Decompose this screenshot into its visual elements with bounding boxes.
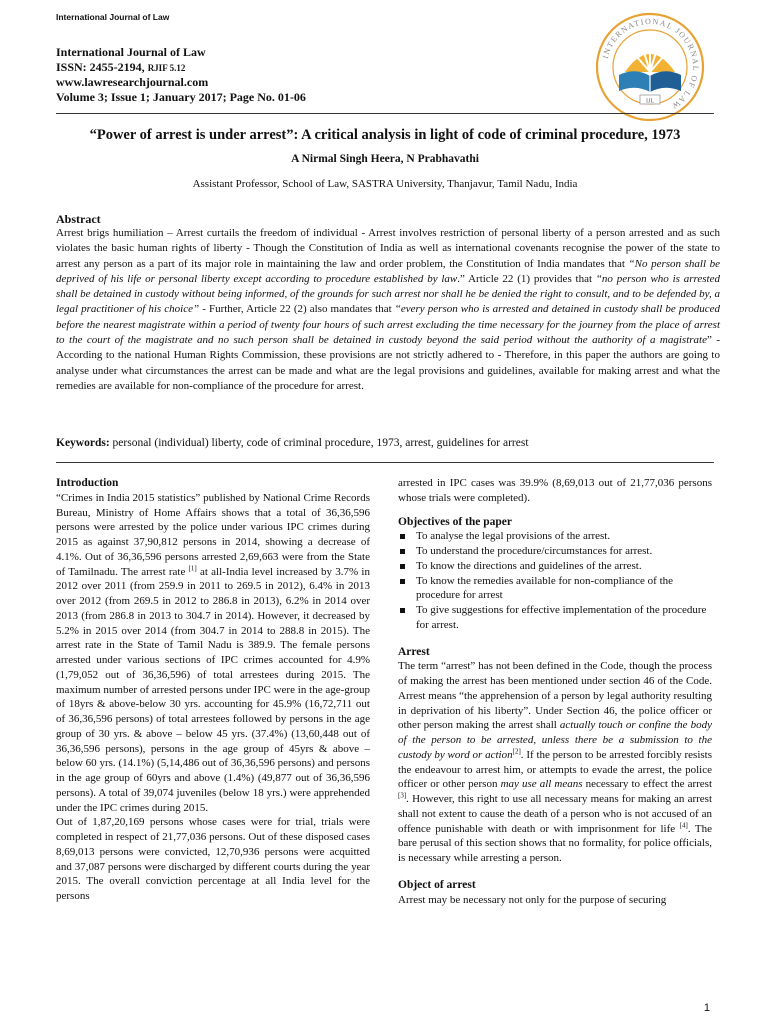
logo-ring-text: INTERNATIONAL JOURNAL OF LAW: [600, 16, 701, 111]
article-authors: A Nirmal Singh Heera, N Prabhavathi: [291, 153, 479, 165]
journal-info: [56, 45, 306, 104]
section-divider: [56, 462, 714, 463]
reference-1: [1]: [188, 563, 197, 572]
keywords: Keywords: personal (individual) liberty, code of criminal procedure, 1973, arrest, guidelines for arrest: [56, 437, 529, 449]
open-book-icon: [619, 71, 681, 93]
introduction-paragraph-2: Out of 1,87,20,169 persons whose cases were for trial, trials were completed in respect of 21,77,036 persons. Out of these disposed cases 8,69,013 persons were convicted, 12,70,936 persons were acquitted and 37,087 persons were discharged by different courts during the year 2015. The overall conviction percentage at all India level for the persons: [56, 816, 370, 902]
article-title: “Power of arrest is under arrest”: A critical analysis in light of code of criminal procedure, 1973: [89, 127, 681, 143]
objective-item: To understand the procedure/circumstances for arrest.: [398, 544, 712, 559]
objective-item: To know the remedies available for non-compliance of the procedure for arrest: [398, 574, 712, 604]
keywords-label: Keywords:: [56, 437, 110, 449]
reference-2: [2]: [512, 747, 521, 756]
running-head: International Journal of Law: [56, 12, 170, 22]
introduction-paragraph-3: arrested in IPC cases was 39.9% (8,69,013 out of 21,77,036 persons whose trials were completed).: [398, 477, 712, 504]
abstract-heading: Abstract: [56, 212, 101, 226]
journal-website: www.lawresearchjournal.com: [56, 75, 209, 90]
reference-3: [3]: [398, 791, 407, 800]
objective-item: To give suggestions for effective implementation of the procedure for arrest.: [398, 603, 712, 633]
rjif-value: RJIF 5.12: [147, 62, 186, 73]
page-number: 1: [703, 1002, 710, 1014]
objective-item: To know the directions and guidelines of the arrest.: [398, 559, 712, 574]
introduction-heading: Introduction: [56, 477, 119, 489]
abstract-text: Arrest brigs humiliation – Arrest curtails the freedom of individual - Arrest involves restriction of personal liberty of a person arrested and as such violates the basic human rights of liberty - Though the Constitution of India as well as international covenants recognise the power of the state to arrest any person as a part of its major role in maintaining the law and order problem, the Constitution of India mandates that “No person shall be deprived of his life or personal liberty except according to procedure established by law.” Article 22 (1) provides that “no person who is arrested shall be detained in custody without being informed, of the grounds for such arrest nor shall he be denied the right to consult, and to be defended by, a legal practitioner of his choice” - Further, Article 22 (2) also mandates that “every person who is arrested and detained in custody shall be produced before the nearest magistrate within a period of twenty four hours of such arrest excluding the time necessary for the journey from the place of arrest to the court of the magistrate and no such person shall be detained in custody beyond the said period without the authority of a magistrate” - According to the national Human Rights Commission, these provisions are not strictly adhered to - Therefore, in this paper the authors are going to analyse under what circumstances the arrest can be made and what are the legal provisions and guidelines, available for making arrest and what the remedies are available for non-compliance of the procedure for arrest.: [56, 227, 720, 392]
arrest-paragraph: The term “arrest” has not been defined in the Code, though the process of making the arrest has been mentioned under section 46 of the Code. Arrest means “the apprehension of a person by legal authority resulting in deprivation of his liberty”. Under Section 46, the police officer or other person making the arrest shall actually touch or confine the body of the person to be arrested, unless there be a submission to the custody by word or action[2]. If the person to be arrested forcibly resists the endeavour to arrest him, or attempts to evade the arrest, the police officer or other person may use all means necessary to effect the arrest [3]. However, this right to use all necessary means for making an arrest shall not extent to cause the death of a person who is not accused of an offence punishable with death or with imprisonment for life [4]. The bare perusal of this section shows that no formality, for police officials, is necessary while arresting a person.: [398, 660, 713, 864]
arrest-heading: Arrest: [398, 645, 430, 658]
introduction-paragraph-1: “Crimes in India 2015 statistics” published by National Crime Records Bureau, Ministry of Home Affairs shows that a total of 36,36,596 persons were arrested by the police under various IPC crimes during 2015 as against 37,90,812 persons in 2014, showing a decrease of 4.1%. Out of 36,36,596 persons arrested 2,69,663 were from the State of Tamilnadu. The arrest rate [1] at all-India level increased by 3.7% in 2012 over 2011 (from 259.9 in 2011 to 269.5 in 2012), 6.4% in 2013 over 2012 (from 269.5 in 2012 to 286.8 in 2013), 6.2% in 2014 over 2013 (from 286.8 in 2013 to 304.7 in 2014). However, it decreased by 5.2% in 2015 over 2014 (from 304.7 in 2014 to 288.8 in 2015). The arrest rate in the State of Tamil Nadu is 389.9. The female persons arrested under various sections of IPC crimes accounted for 4.9% (1,79,052 out of 36,36,596) of total arrestees during 2015. The maximum number of arrested persons under IPC were in the age-group of 18yrs & above-below 30 yrs. accounting for 45.9% (16,72,711 out of 36,36,596 persons) of total arrestees followed by persons in the age group of 30 yrs. & above – below 45 yrs. (37.4%) (13,60,448 out of 36,36,596 persons), persons in the age group of 45yrs & above – below 60 yrs. (14.1%) (5,14,486 out of 36,36,596 persons) and persons in the age group of 60yrs and above (1.4%) (49,877 out of 36,36,596 persons). A total of 39,074 juveniles (below 18 yrs.) were apprehended under the IPC crimes during 2015.: [56, 491, 370, 814]
author-affiliation: Assistant Professor, School of Law, SASTRA University, Thanjavur, Tamil Nadu, India: [192, 178, 578, 190]
volume-info: Volume 3; Issue 1; January 2017; Page No. 01-06: [56, 89, 306, 104]
journal-name: International Journal of Law: [56, 45, 206, 59]
right-column: [398, 476, 712, 907]
sunburst-icon: [625, 40, 675, 72]
objective-item: To analyse the legal provisions of the arrest.: [398, 529, 712, 544]
reference-4: [4]: [679, 820, 688, 829]
object-of-arrest-heading: Object of arrest: [398, 878, 476, 891]
header-divider: [56, 113, 714, 114]
objectives-list: [398, 529, 712, 632]
journal-logo: [595, 12, 705, 122]
left-column: [56, 476, 370, 904]
objectives-heading: Objectives of the paper: [398, 515, 513, 528]
object-of-arrest-text: Arrest may be necessary not only for the purpose of securing: [398, 893, 667, 906]
issn-line: ISSN: 2455-2194, RJIF 5.12: [56, 59, 186, 74]
logo-badge: IJL: [646, 98, 654, 105]
